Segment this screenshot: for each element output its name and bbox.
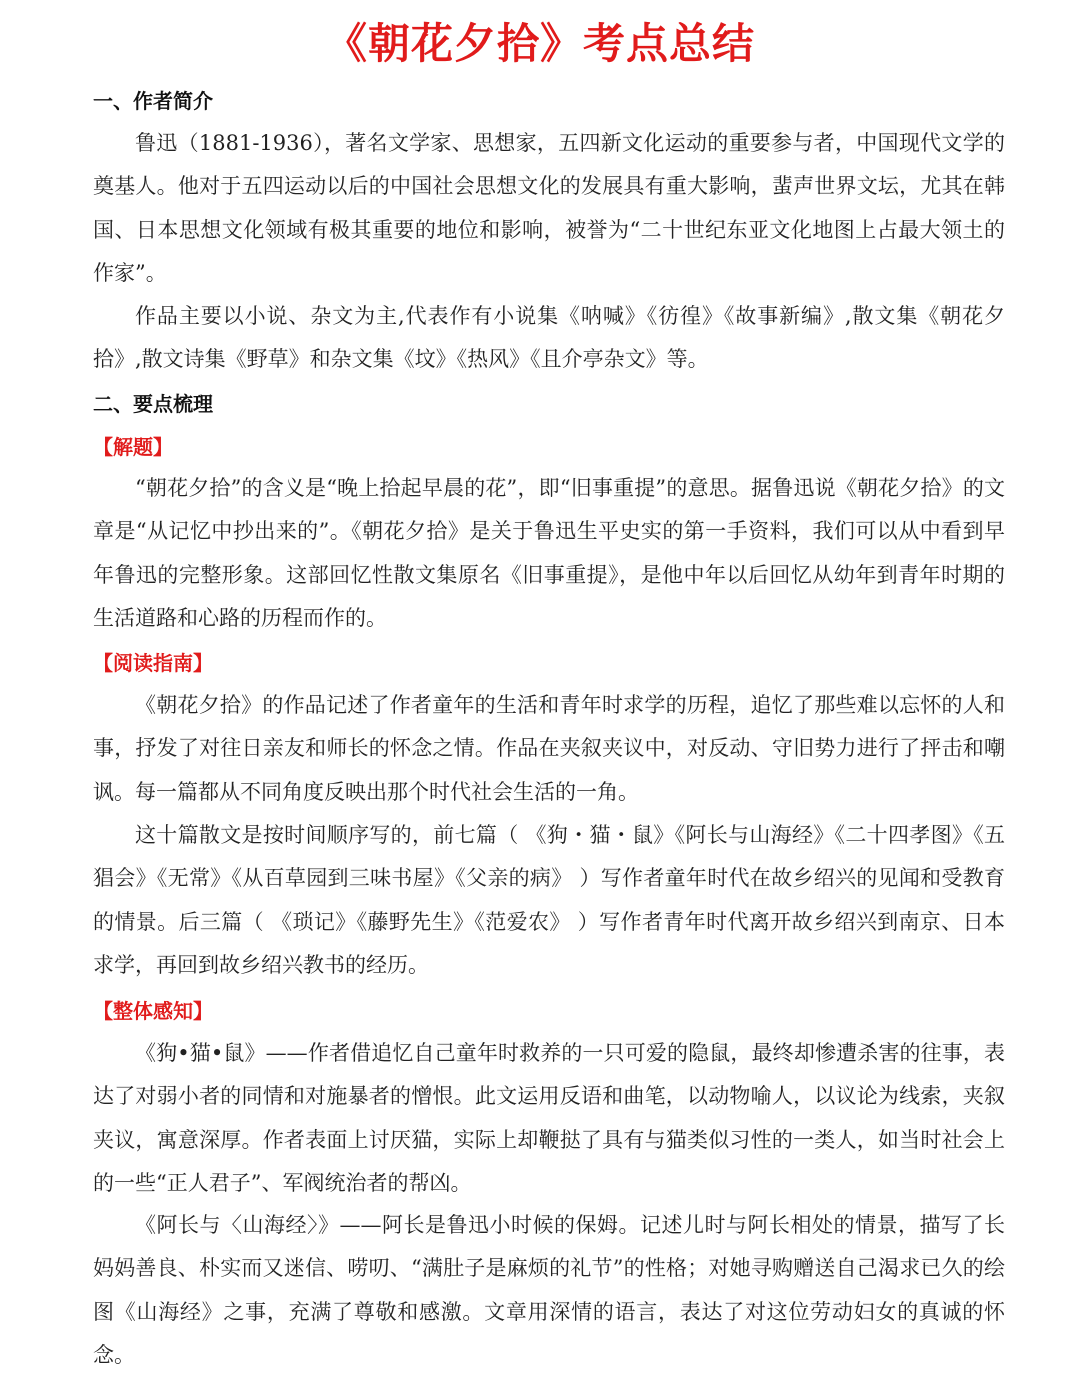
section-heading-author: 一、作者简介: [93, 89, 213, 113]
paragraph-reading-guide: 《朝花夕拾》的作品记述了作者童年的生活和青年时求学的历程，追忆了那些难以忘怀的人和事，抒发了对往日亲友和师长的怀念之情。作品在夹叙夹议中，对反动、守旧势力进行了抨击和嘲讽。每一篇都从不同角度反映出那个时代社会生活的一角。: [93, 693, 1005, 804]
paragraph-author-bio: 鲁迅（1881-1936），著名文学家、思想家，五四新文化运动的重要参与者，中国现代文学的奠基人。他对于五四运动以后的中国社会思想文化的发展具有重大影响，蜚声世界文坛，尤其在韩国、日本思想文化领域有极其重要的地位和影响，被誉为“二十世纪东亚文化地图上占最大领土的作家”。: [93, 131, 1005, 285]
paragraph-a-chang: 《阿长与〈山海经〉》——阿长是鲁迅小时候的保姆。记述儿时与阿长相处的情景，描写了长妈妈善良、朴实而又迷信、唠叨、“满肚子是麻烦的礼节”的性格；对她寻购赠送自己渴求已久的绘图《山海经》之事，充满了尊敬和感激。文章用深情的语言，表达了对这位劳动妇女的真诚的怀念。: [93, 1213, 1005, 1367]
paragraph-author-works: 作品主要以小说、杂文为主,代表作有小说集《呐喊》《彷徨》《故事新编》,散文集《朝花夕拾》,散文诗集《野草》和杂文集《坟》《热风》《且介亭杂文》等。: [93, 304, 1005, 372]
paragraph-title-explanation: “朝花夕拾”的含义是“晚上拾起早晨的花”，即“旧事重提”的意思。据鲁迅说《朝花夕拾》的文章是“从记忆中抄出来的”。《朝花夕拾》是关于鲁迅生平史实的第一手资料，我们可以从中看到早年鲁迅的完整形象。这部回忆性散文集原名《旧事重提》，是他中年以后回忆从幼年到青年时期的生活道路和心路的历程而作的。: [93, 476, 1005, 630]
tag-title-explanation: 【解题】: [93, 435, 173, 459]
paragraph-essay-order: 这十篇散文是按时间顺序写的，前七篇（ 《狗・猫・鼠》《阿长与山海经》《二十四孝图》《五猖会》《无常》《从百草园到三味书屋》《父亲的病》 ）写作者童年时代在故乡绍兴的见闻和受教育的情景。后三篇（ 《琐记》《藤野先生》《范爱农》 ）写作者青年时代离开故乡绍兴到南京、日本求学，再回到故乡绍兴教书的经历。: [93, 823, 1005, 977]
tag-overall-perception: 【整体感知】: [93, 999, 213, 1023]
page-title: 《朝花夕拾》考点总结: [324, 19, 755, 68]
paragraph-dog-cat-mouse: 《狗•猫•鼠》——作者借追忆自己童年时救养的一只可爱的隐鼠，最终却惨遭杀害的往事，表达了对弱小者的同情和对施暴者的憎恨。此文运用反语和曲笔，以动物喻人，以议论为线索，夹叙夹议，寓意深厚。作者表面上讨厌猫，实际上却鞭挞了具有与猫类似习性的一类人，如当时社会上的一些“正人君子”、军阀统治者的帮凶。: [93, 1041, 1005, 1195]
tag-reading-guide: 【阅读指南】: [93, 651, 213, 675]
section-heading-key-points: 二、要点梳理: [93, 392, 213, 416]
